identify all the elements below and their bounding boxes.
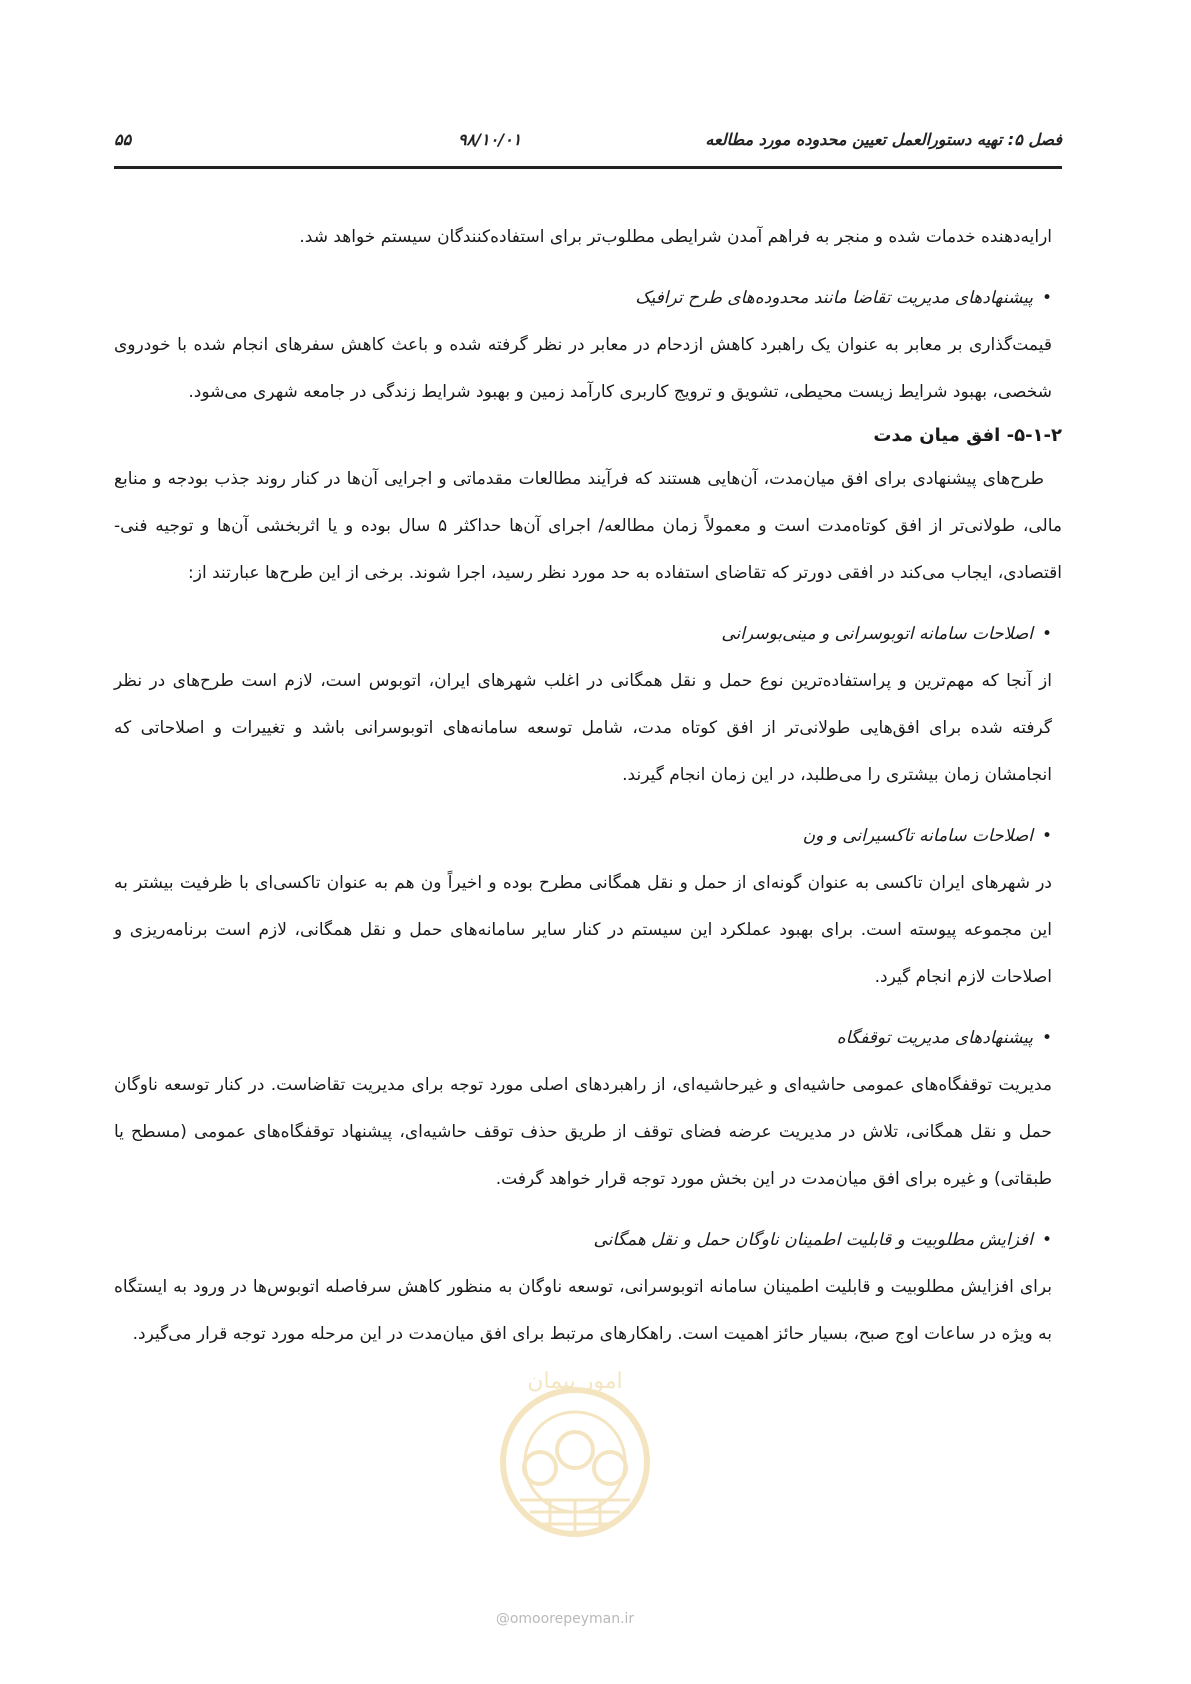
bullet-icon: •	[1041, 624, 1052, 644]
bullet-title-text: اصلاحات سامانه تاکسیرانی و ون	[802, 826, 1033, 846]
bullet-title-taxi-system	[114, 813, 1062, 860]
bullet-icon: •	[1041, 826, 1052, 846]
chapter-title: فصل ۵: تهیه دستورالعمل تعیین محدوده مورد مطالعه	[705, 130, 1062, 149]
bullet-title-bus-system	[114, 611, 1062, 658]
bullet-paragraph-bus-system: از آنجا که مهم‌ترین و پراستفاده‌ترین نوع حمل و نقل همگانی در اغلب شهرهای ایران، اتوبوس است، لازم است طرح‌های در نظر گرفته شده برای افق‌هایی طولانی‌تر از افق کوتاه مدت، شامل توسعه سامانه‌های اتوبوسرانی باشد و تغییرات و اصلاحاتی که انجامشان زمان بیشتری را می‌طلبد، در این زمان انجام گیرند.	[114, 671, 1052, 785]
bullet-paragraph-fleet-reliability: برای افزایش مطلوبیت و قابلیت اطمینان سامانه اتوبوسرانی، توسعه ناوگان به منظور کاهش سرفاصله اتوبوس‌ها در ورود به ایستگاه به ویژه در ساعات اوج صبح، بسیار حائز اهمیت است. راهکارهای مرتبط برای افق میان‌مدت در این مرحله مورد توجه قرار می‌گیرد.	[114, 1277, 1052, 1344]
bullet-icon: •	[1041, 288, 1052, 308]
intro-paragraph: ارایه‌دهنده خدمات شده و منجر به فراهم آمدن شرایطی مطلوب‌تر برای استفاده‌کنندگان سیستم خواهد شد.	[299, 227, 1052, 247]
page-body	[114, 214, 1062, 1358]
section-paragraph: طرح‌های پیشنهادی برای افق میان‌مدت، آن‌هایی هستند که فرآیند مطالعات مقدماتی و اجرایی آن‌ها در کنار روند جذب بودجه و منابع مالی، طولانی‌تر از افق کوتاه‌مدت است و معمولاً زمان مطالعه/ اجرای آن‌ها حداکثر ۵ سال بوده و یا اثربخشی آن‌ها و توجیه فنی- اقتصادی، ایجاب می‌کند در افقی دورتر که تقاضای استفاده به حد مورد نظر رسید، اجرا شوند. برخی از این طرح‌ها عبارتند از:	[114, 469, 1062, 583]
watermark-inner-ring	[525, 1412, 625, 1512]
section-heading: ۵-۱-۲- افق میان مدت	[873, 425, 1062, 446]
watermark-gear-center	[557, 1432, 593, 1468]
watermark-logo	[480, 1350, 670, 1550]
bullet-title-parking	[114, 1015, 1062, 1062]
header-date: ۹۸/۱۰/۰۱	[458, 130, 522, 149]
bullet-paragraph-demand-management: قیمت‌گذاری بر معابر به عنوان یک راهبرد کاهش ازدحام در معابر در نظر گرفته شده و باعث کاهش سفرهای انجام شده با خودروی شخصی، بهبود شرایط زیست محیطی، تشویق و ترویج کاربری کارآمد زمین و بهبود شرایط زندگی در جامعه شهری می‌شود.	[114, 335, 1052, 402]
watermark-gear-right	[594, 1452, 626, 1484]
bullet-title-text: پیشنهادهای مدیریت توقفگاه	[836, 1028, 1033, 1048]
bullet-title-fleet-reliability	[114, 1217, 1062, 1264]
bullet-icon: •	[1041, 1230, 1052, 1250]
bullet-title-demand-management	[114, 275, 1062, 322]
watermark-grid	[520, 1500, 630, 1534]
header-rule	[114, 166, 1062, 169]
bullet-paragraph-taxi-system: در شهرهای ایران تاکسی به عنوان گونه‌ای از حمل و نقل همگانی مطرح بوده و اخیراً ون هم به عنوان تاکسی‌ای با ظرفیت بیشتر به این مجموعه پیوسته است. برای بهبود عملکرد این سیستم در کنار سایر سامانه‌های حمل و نقل همگانی، لازم است برنامه‌ریزی و اصلاحات لازم انجام گیرد.	[114, 873, 1052, 987]
bullet-paragraph-parking: مدیریت توقفگاه‌های عمومی حاشیه‌ای و غیرحاشیه‌ای، از راهبردهای اصلی مورد توجه برای مدیریت تقاضاست. در کنار توسعه ناوگان حمل و نقل همگانی، تلاش در مدیریت عرضه فضای توقف از طریق حذف توقف حاشیه‌ای، پیشنهاد توقفگاه‌های عمومی (مسطح یا طبقاتی) و غیره برای افق میان‌مدت در این بخش مورد توجه قرار خواهد گرفت.	[114, 1075, 1052, 1189]
bullet-title-text: اصلاحات سامانه اتوبوسرانی و مینی‌بوسرانی	[721, 624, 1033, 644]
bullet-title-text: افزایش مطلوبیت و قابلیت اطمینان ناوگان حمل و نقل همگانی	[593, 1230, 1033, 1250]
bullet-icon: •	[1041, 1028, 1052, 1048]
bullet-title-text: پیشنهادهای مدیریت تقاضا مانند محدوده‌های طرح ترافیک	[635, 288, 1033, 308]
watermark-gear-left	[524, 1452, 556, 1484]
page-header	[114, 128, 1062, 160]
watermark-logo-text: امور پیمان	[527, 1369, 623, 1394]
page-number: ۵۵	[114, 130, 132, 149]
watermark-site: @omoorepeyman.ir	[495, 1611, 635, 1627]
